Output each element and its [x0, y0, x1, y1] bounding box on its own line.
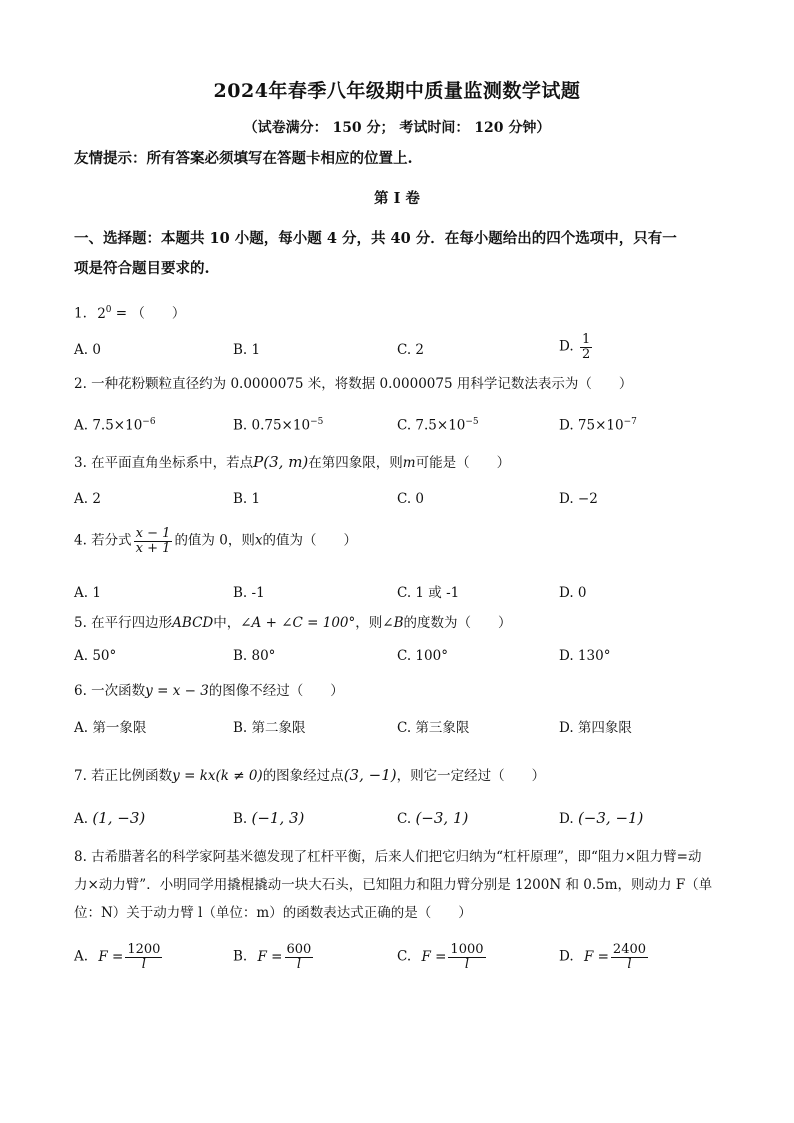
- option-label: A.: [74, 811, 89, 827]
- fraction-denominator: 2: [581, 346, 591, 362]
- q1-option-b: B. 1: [233, 342, 261, 358]
- q2-option-d: [559, 412, 637, 436]
- option-label: D.: [559, 811, 574, 827]
- q4-option-c: C. 1 或 -1: [397, 585, 460, 601]
- option-label: B.: [233, 811, 248, 827]
- q7-option-b: [233, 808, 304, 829]
- question-6: [74, 681, 344, 701]
- q8-option-d: [559, 943, 650, 971]
- power-base: 2: [97, 305, 106, 322]
- math-variable: m: [402, 455, 416, 471]
- math-point: P(3, m): [253, 453, 309, 471]
- volume-heading: 第 I 卷: [374, 190, 420, 207]
- q2-option-b: [233, 412, 323, 436]
- question-text: 5. 在平行四边形: [74, 615, 173, 631]
- option-label: C.: [397, 811, 412, 827]
- option-label: C.: [397, 948, 412, 965]
- fraction-denominator: l: [141, 956, 146, 972]
- math-point: (3, −1): [343, 766, 397, 784]
- math-expression: y = kx(k ≠ 0): [172, 768, 263, 784]
- exam-info: （试卷满分： 150 分； 考试时间： 120 分钟）: [243, 120, 551, 136]
- fraction: [285, 943, 314, 971]
- question-line: 力×动力臂”．小明同学用撬棍撬动一块大石头，已知阻力和阻力臂分别是 1200N 和 0.5m，则动力 F（单: [74, 877, 713, 893]
- fraction-numerator: 2400: [612, 942, 647, 957]
- math-angle: ∠B: [382, 615, 404, 631]
- section-heading: [74, 224, 734, 284]
- math-expression: y = x − 3: [145, 683, 209, 699]
- question-4: [74, 527, 357, 555]
- math-expression: ∠A + ∠C = 100°: [240, 615, 356, 631]
- section-line-2: 项是符合题目要求的.: [74, 260, 210, 277]
- question-7: [74, 765, 545, 786]
- option-exponent: −5: [465, 417, 479, 427]
- option-exponent: −6: [142, 417, 156, 427]
- q5-option-a: A. 50°: [74, 648, 117, 664]
- q7-option-d: [559, 808, 643, 829]
- q1-option-d: [559, 333, 594, 361]
- option-exponent: −7: [623, 417, 637, 427]
- q8-option-b: [233, 943, 315, 971]
- power-exponent: 0: [105, 305, 112, 315]
- fraction: [611, 943, 648, 971]
- q4-option-b: B. -1: [233, 585, 265, 601]
- fraction: [580, 333, 592, 361]
- q7-option-a: [74, 808, 145, 829]
- q8-option-a: [74, 943, 164, 971]
- fraction-numerator: x − 1: [135, 526, 171, 541]
- question-line: 8. 古希腊著名的科学家阿基米德发现了杠杆平衡，后来人们把它归纳为“杠杆原理”，即“阻力×阻力臂=动: [74, 849, 702, 865]
- exam-title: 2024年春季八年级期中质量监测数学试题: [213, 80, 581, 102]
- option-point: (−1, 3): [251, 809, 305, 827]
- question-text: 3. 在平面直角坐标系中，若点: [74, 455, 254, 471]
- fraction-denominator: l: [627, 956, 632, 972]
- q3-option-c: C. 0: [397, 491, 425, 507]
- question-text: 的值为 0，则: [174, 532, 255, 549]
- fraction-numerator: 1: [581, 332, 591, 347]
- question-text: 4. 若分式: [74, 532, 132, 549]
- fraction-numerator: 600: [286, 942, 312, 957]
- option-point: (−3, −1): [577, 809, 644, 827]
- question-5: [74, 613, 512, 633]
- q6-option-a: A. 第一象限: [74, 720, 147, 736]
- question-text: 7. 若正比例函数: [74, 768, 173, 784]
- option-text: B. 0.75×10: [233, 417, 311, 434]
- q6-option-b: B. 第二象限: [233, 720, 306, 736]
- fraction-denominator: l: [464, 956, 470, 972]
- question-text: 6. 一次函数: [74, 683, 146, 699]
- question-text: ，则它一定经过（ ）: [396, 768, 546, 784]
- formula-lhs: F =: [583, 948, 609, 965]
- option-exponent: −5: [310, 417, 324, 427]
- q5-option-c: C. 100°: [397, 648, 448, 664]
- option-text: D. 75×10: [559, 417, 624, 434]
- q3-option-b: B. 1: [233, 491, 261, 507]
- fraction: [125, 943, 162, 971]
- q5-option-b: B. 80°: [233, 648, 276, 664]
- question-text: ，则: [355, 615, 383, 631]
- question-8: [74, 843, 726, 927]
- question-number: 1.: [74, 305, 87, 322]
- option-label: A.: [74, 948, 89, 965]
- fraction-numerator: 1000: [450, 942, 484, 957]
- q3-option-d: D. −2: [559, 491, 598, 507]
- q1-option-a: A. 0: [74, 342, 101, 358]
- q4-option-a: A. 1: [74, 585, 101, 601]
- question-2: 2. 一种花粉颗粒直径约为 0.0000075 米，将数据 0.0000075 用科学记数法表示为（ ）: [74, 376, 633, 392]
- option-text: C. 7.5×10: [397, 417, 466, 434]
- q7-option-c: [397, 808, 468, 829]
- question-1: [74, 300, 185, 324]
- question-text: 的值为（ ）: [262, 532, 357, 549]
- question-line: 位：N）关于动力臂 l（单位：m）的函数表达式正确的是（ ）: [74, 905, 472, 921]
- q2-option-c: [397, 412, 479, 436]
- formula-lhs: F =: [421, 948, 447, 965]
- option-point: (−3, 1): [415, 809, 469, 827]
- question-text: 的度数为（ ）: [403, 615, 512, 631]
- q3-option-a: A. 2: [74, 491, 101, 507]
- fraction-numerator: 1200: [127, 942, 161, 957]
- option-label: B.: [233, 948, 248, 965]
- option-label: D.: [559, 338, 574, 355]
- q5-option-d: D. 130°: [559, 648, 611, 664]
- fraction-denominator: x + 1: [135, 540, 171, 556]
- q2-option-a: [74, 412, 156, 436]
- q4-option-d: D. 0: [559, 585, 587, 601]
- question-text: 在第四象限，则: [308, 455, 403, 471]
- q1-option-c: C. 2: [397, 342, 425, 358]
- notice: 友情提示：所有答案必须填写在答题卡相应的位置上.: [74, 150, 413, 167]
- fraction: [448, 943, 485, 971]
- question-text: = （ ）: [111, 305, 186, 322]
- question-text: 中，: [213, 615, 241, 631]
- math-variable: x: [254, 532, 263, 549]
- formula-lhs: F =: [257, 948, 283, 965]
- q6-option-d: D. 第四象限: [559, 720, 632, 736]
- fraction: [134, 527, 173, 555]
- option-point: (1, −3): [92, 809, 146, 827]
- question-text: 的图象经过点: [262, 768, 344, 784]
- q6-option-c: C. 第三象限: [397, 720, 470, 736]
- question-text: 可能是（ ）: [415, 455, 511, 471]
- fraction-denominator: l: [296, 956, 301, 972]
- q8-option-c: [397, 943, 488, 971]
- option-label: D.: [559, 948, 574, 965]
- section-line-1: 一、选择题：本题共 10 小题，每小题 4 分，共 40 分．在每小题给出的四个选项中，只有一: [74, 230, 677, 247]
- formula-lhs: F =: [98, 948, 124, 965]
- question-text: 的图像不经过（ ）: [208, 683, 344, 699]
- math-shape: ABCD: [172, 615, 214, 631]
- option-text: A. 7.5×10: [74, 417, 143, 434]
- question-3: [74, 452, 510, 473]
